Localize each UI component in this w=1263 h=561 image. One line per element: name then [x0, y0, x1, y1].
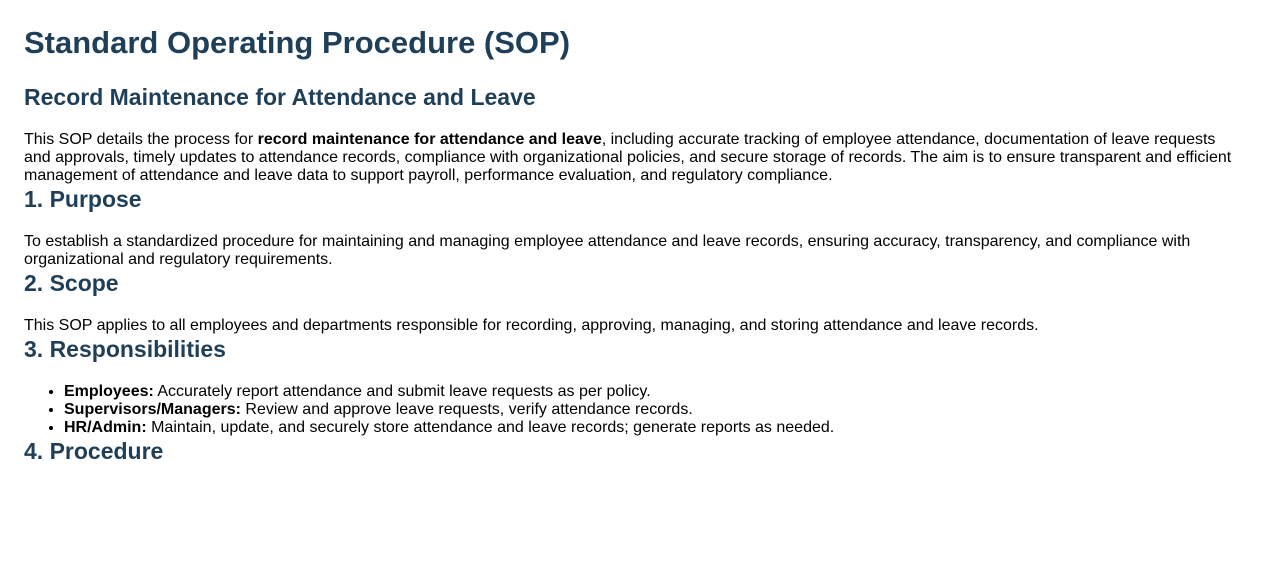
purpose-paragraph: To establish a standardized procedure for maintaining and managing employee attendance and leave records, ensuring accuracy, transparency, and compliance with organizational and regulatory requirements.: [24, 233, 1191, 268]
page-title: Standard Operating Procedure (SOP): [24, 25, 571, 60]
list-item: [64, 383, 1239, 401]
page-subtitle: Record Maintenance for Attendance and Leave: [24, 84, 536, 110]
intro-text-start: This SOP details the process for: [24, 131, 258, 148]
role-label: Supervisors/Managers:: [64, 401, 241, 418]
intro-paragraph: [24, 131, 1239, 185]
section-heading-procedure: 4. Procedure: [24, 438, 164, 464]
role-description: Maintain, update, and securely store attendance and leave records; generate reports as needed.: [146, 419, 835, 436]
role-description: Accurately report attendance and submit leave requests as per policy.: [153, 383, 651, 400]
section-heading-purpose: 1. Purpose: [24, 186, 142, 212]
intro-text-end: , including accurate tracking of employee attendance, documentation of leave requests and approvals, timely updates to attendance records, compliance with organizational policies, and secure storage of records. The aim is to ensure transparent and efficient management of attendance and leave data to support payroll, performance evaluation, and regulatory compliance.: [24, 131, 1232, 184]
scope-paragraph: This SOP applies to all employees and departments responsible for recording, approving, managing, and storing attendance and leave records.: [24, 317, 1039, 334]
role-label: HR/Admin:: [64, 419, 147, 436]
section-heading-responsibilities: 3. Responsibilities: [24, 336, 226, 362]
list-item: [64, 401, 1239, 419]
intro-emphasis: record maintenance for attendance and leave: [257, 131, 602, 148]
role-description: Review and approve leave requests, verify attendance records.: [240, 401, 693, 418]
section-heading-scope: 2. Scope: [24, 270, 119, 296]
role-label: Employees:: [64, 383, 154, 400]
list-item: [64, 419, 1239, 437]
responsibilities-list: [24, 383, 1239, 437]
